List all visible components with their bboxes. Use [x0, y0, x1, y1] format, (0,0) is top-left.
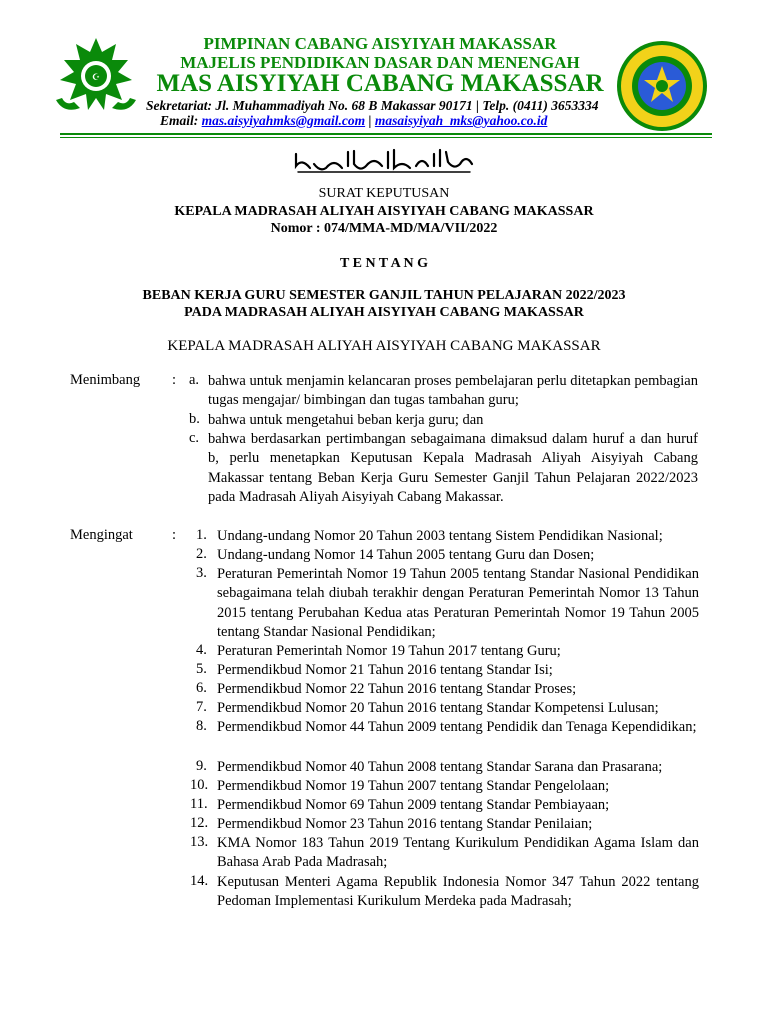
list-item-text: Permendikbud Nomor 21 Tahun 2016 tentang Standar Isi;: [217, 662, 553, 678]
aisyiyah-emblem-logo: [54, 36, 138, 116]
list-marker: b.: [189, 411, 200, 427]
email-link-gmail[interactable]: mas.aisyiyahmks@gmail.com: [201, 113, 366, 128]
menimbang-colon: :: [172, 372, 177, 388]
list-marker: 2.: [196, 546, 207, 562]
document-number: Nomor : 074/MMA-MD/MA/VII/2022: [270, 221, 498, 236]
subject-line-2: PADA MADRASAH ALIYAH AISYIYAH CABANG MAKASSAR: [184, 305, 584, 320]
list-item-text: Undang-undang Nomor 20 Tahun 2003 tentang Sistem Pendidikan Nasional;: [217, 528, 663, 544]
list-marker: 3.: [196, 565, 207, 581]
list-item-text: Permendikbud Nomor 19 Tahun 2007 tentang Standar Pengelolaan;: [217, 778, 610, 794]
list-item-text: Undang-undang Nomor 14 Tahun 2005 tentang Guru dan Dosen;: [217, 547, 595, 563]
list-marker: 4.: [196, 642, 207, 658]
mengingat-colon: :: [172, 527, 177, 543]
letterhead-rule-thin: [60, 137, 712, 138]
authority-line: KEPALA MADRASAH ALIYAH AISYIYAH CABANG MAKASSAR: [167, 338, 601, 354]
list-item-text: KMA Nomor 183 Tahun 2019 Tentang Kurikulum Pendidikan Agama Islam dan Bahasa Arab Pada Madrasah;: [217, 835, 699, 871]
list-item-text: bahwa untuk menjamin kelancaran proses pembelajaran perlu ditetapkan pembagian tugas mengajar/ bimbingan dan tugas tambahan guru;: [208, 373, 698, 409]
email-label: Email:: [160, 113, 199, 128]
letterhead-rule-thick: [60, 133, 712, 135]
list-item-text: Peraturan Pemerintah Nomor 19 Tahun 2017 tentang Guru;: [217, 643, 561, 659]
list-item-text: Permendikbud Nomor 40 Tahun 2008 tentang Standar Sarana dan Prasarana;: [217, 759, 663, 775]
list-marker: 13.: [190, 834, 209, 850]
document-issuer: KEPALA MADRASAH ALIYAH AISYIYAH CABANG MAKASSAR: [174, 204, 594, 219]
email-separator: |: [365, 113, 375, 128]
list-item-text: Permendikbud Nomor 44 Tahun 2009 tentang Pendidik dan Tenaga Kependidikan;: [217, 719, 697, 735]
list-item-text: Peraturan Pemerintah Nomor 19 Tahun 2005 tentang Standar Nasional Pendidikan sebagaimana telah diubah terakhir dengan Peraturan Pemerintah Nomor 13 Tahun 2015 tentang Perubahan Kedua atas Peraturan Pemerintah Nomor 19 Tahun 2005 tentang Standar Nasional Pendidikan;: [217, 566, 699, 640]
list-marker: 8.: [196, 718, 207, 734]
list-marker: 5.: [196, 661, 207, 677]
list-marker: c.: [189, 430, 200, 446]
list-marker: 12.: [190, 815, 209, 831]
list-item-text: bahwa berdasarkan pertimbangan sebagaimana dimaksud dalam huruf a dan huruf b, perlu menetapkan Keputusan Kepala Madrasah Aliyah Aisyiyah Cabang Makassar tentang Beban Kerja Guru Semester Ganjil Tahun Pelajaran 2022/2023 pada Madrasah Aliyah Aisyiyah Cabang Makassar.: [208, 431, 698, 505]
mengingat-label: Mengingat: [70, 527, 133, 543]
about-heading: T E N T A N G: [340, 256, 428, 271]
svg-text:☪: ☪: [91, 73, 101, 83]
list-item-text: Permendikbud Nomor 69 Tahun 2009 tentang Standar Pembiayaan;: [217, 797, 610, 813]
list-marker: 11.: [190, 796, 208, 812]
letterhead-council: MAJELIS PENDIDIKAN DASAR DAN MENENGAH: [180, 53, 580, 72]
letterhead-address: Sekretariat: Jl. Muhammadiyah No. 68 B Makassar 90171 | Telp. (0411) 3653334: [146, 98, 599, 113]
list-item-text: Keputusan Menteri Agama Republik Indonesia Nomor 347 Tahun 2022 tentang Pedoman Implementasi Kurikulum Merdeka pada Madrasah;: [217, 874, 699, 910]
list-marker: 9.: [196, 758, 207, 774]
list-marker: a.: [189, 372, 200, 388]
subject-line-1: BEBAN KERJA GURU SEMESTER GANJIL TAHUN PELAJARAN 2022/2023: [142, 288, 626, 303]
email-link-yahoo[interactable]: masaisyiyah_mks@yahoo.co.id: [374, 113, 548, 128]
letterhead-email-line: [160, 113, 547, 129]
madrasah-seal-logo: [616, 40, 708, 132]
list-item-text: Permendikbud Nomor 22 Tahun 2016 tentang Standar Proses;: [217, 681, 577, 697]
list-item-text: bahwa untuk mengetahui beban kerja guru; dan: [208, 412, 484, 428]
list-item-text: Permendikbud Nomor 23 Tahun 2016 tentang Standar Penilaian;: [217, 816, 593, 832]
menimbang-label: Menimbang: [70, 372, 141, 388]
letterhead-school-name: MAS AISYIYAH CABANG MAKASSAR: [156, 70, 604, 97]
document-type: SURAT KEPUTUSAN: [318, 186, 450, 201]
list-item-text: Permendikbud Nomor 20 Tahun 2016 tentang Standar Kompetensi Lulusan;: [217, 700, 659, 716]
list-marker: 1.: [196, 527, 207, 543]
list-marker: 6.: [196, 680, 207, 696]
letterhead-organization: PIMPINAN CABANG AISYIYAH MAKASSAR: [203, 34, 557, 53]
list-marker: 10.: [190, 777, 209, 793]
list-marker: 7.: [196, 699, 207, 715]
list-marker: 14.: [190, 873, 209, 889]
basmalah-calligraphy: [290, 146, 480, 174]
